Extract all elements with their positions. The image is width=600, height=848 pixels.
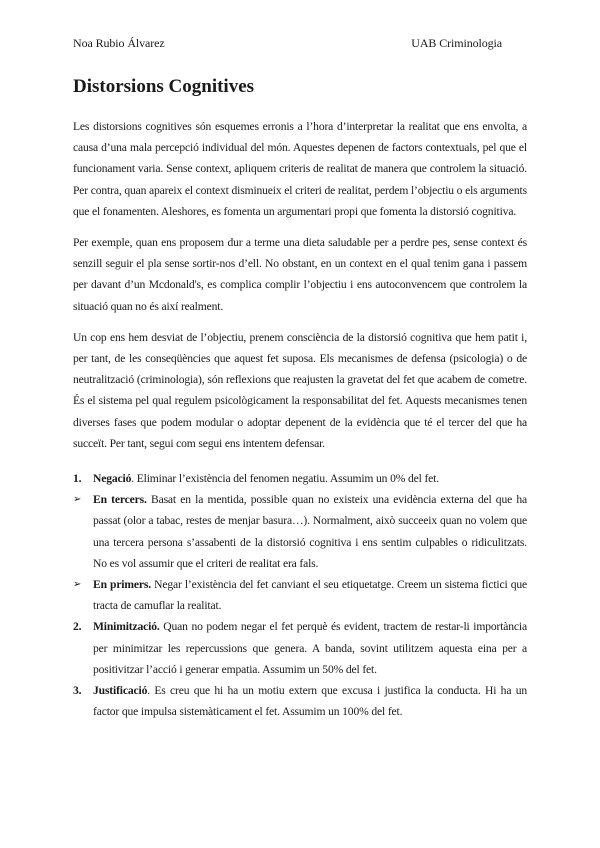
list-item-negacio: [73, 468, 527, 489]
list-item-justificacio: [73, 680, 527, 722]
paragraph-intro: Les distorsions cognitives són esquemes erronis a l’hora d’interpretar la realitat que ens envolta, a causa d’una mala percepció individual del món. Aquestes depenen de factors contextuals, pel que el funcionament varia. Sense context, apliquem criteris de realitat de manera que controlem la situació. Per contra, quan apareix el context disminueix el criteri de realitat, perdem l’objectiu o els arguments que el fonamenten. Aleshores, es fomenta un argumentari propi que fomenta la distorsió cognitiva.: [73, 120, 527, 218]
arrow-bullet-icon: ➢: [73, 579, 82, 591]
list-term: Negació: [93, 472, 132, 486]
mechanisms-list: [73, 468, 527, 722]
list-number: 3.: [73, 684, 82, 698]
list-term: En primers.: [93, 578, 151, 592]
list-text: Quan no podem negar el fet perquè és evident, tractem de restar-li importància per minimitzar les repercussions que genera. A banda, sovint utilitzem aquesta eina per a positivitzar l’acció i generar empatia. Assumim un 50% del fet.: [93, 620, 527, 676]
author-name: Noa Rubio Álvarez: [73, 36, 165, 50]
arrow-bullet-icon: ➢: [73, 494, 82, 506]
page-title: Distorsions Cognitives: [73, 76, 255, 97]
list-item-en-primers: [73, 574, 527, 616]
list-term: Justificació: [93, 684, 148, 698]
list-term: Minimització.: [93, 620, 160, 634]
course-name: UAB Criminologia: [411, 36, 502, 50]
list-number: 2.: [73, 620, 82, 634]
list-text: . Eliminar l’existència del fenomen negatiu. Assumim un 0% del fet.: [131, 472, 439, 486]
page-header: [73, 36, 502, 51]
paragraph-mechanisms: Un cop ens hem desviat de l’objectiu, prenem consciència de la distorsió cognitiva que hem patit i, per tant, de les conseqüències que aquest fet suposa. Els mecanismes de defensa (psicologia) o de neutralització (criminologia), són reflexions que reajusten la gravetat del fet que acabem de cometre. És el sistema pel qual regulem psicològicament la responsabilitat del fet. Aquests mecanismes tenen diverses fases que podem modular o adoptar depenent de la evidència que té el tercer del que ha succeït. Per tant, segui com segui ens intentem defensar.: [73, 330, 527, 450]
paragraph-example: Per exemple, quan ens proposem dur a terme una dieta saludable per a perdre pes, sense context és senzill seguir el pla sense sortir-nos d’ell. No obstant, en un context en el qual tenim gana i passem per davant d’un Mcdonald's, es complica complir l’objectiu i ens autoconvencem que controlem la situació quan no és així realment.: [73, 236, 527, 313]
list-number: 1.: [73, 472, 82, 486]
document-body: [73, 116, 527, 722]
list-text: Negar l’existència del fet canviant el seu etiquetatge. Creem un sistema fictici que tracta de camuflar la realitat.: [93, 578, 527, 613]
list-item-minimitzacio: [73, 616, 527, 680]
list-item-en-tercers: [73, 489, 527, 574]
list-term: En tercers.: [93, 493, 147, 507]
list-text: Basat en la mentida, possible quan no existeix una evidència externa del que ha passat (olor a tabac, restes de menjar basura…). Normalment, això succeeix quan no volem que una tercera persona s’assabenti de la distorsió cognitiva i ens sentim culpables o ridiculitzats. No es vol assumir que el criteri de realitat era fals.: [93, 493, 527, 570]
list-text: . Es creu que hi ha un motiu extern que excusa i justifica la conducta. Hi ha un factor que impulsa sistemàticament el fet. Assumim un 100% del fet.: [93, 684, 527, 719]
